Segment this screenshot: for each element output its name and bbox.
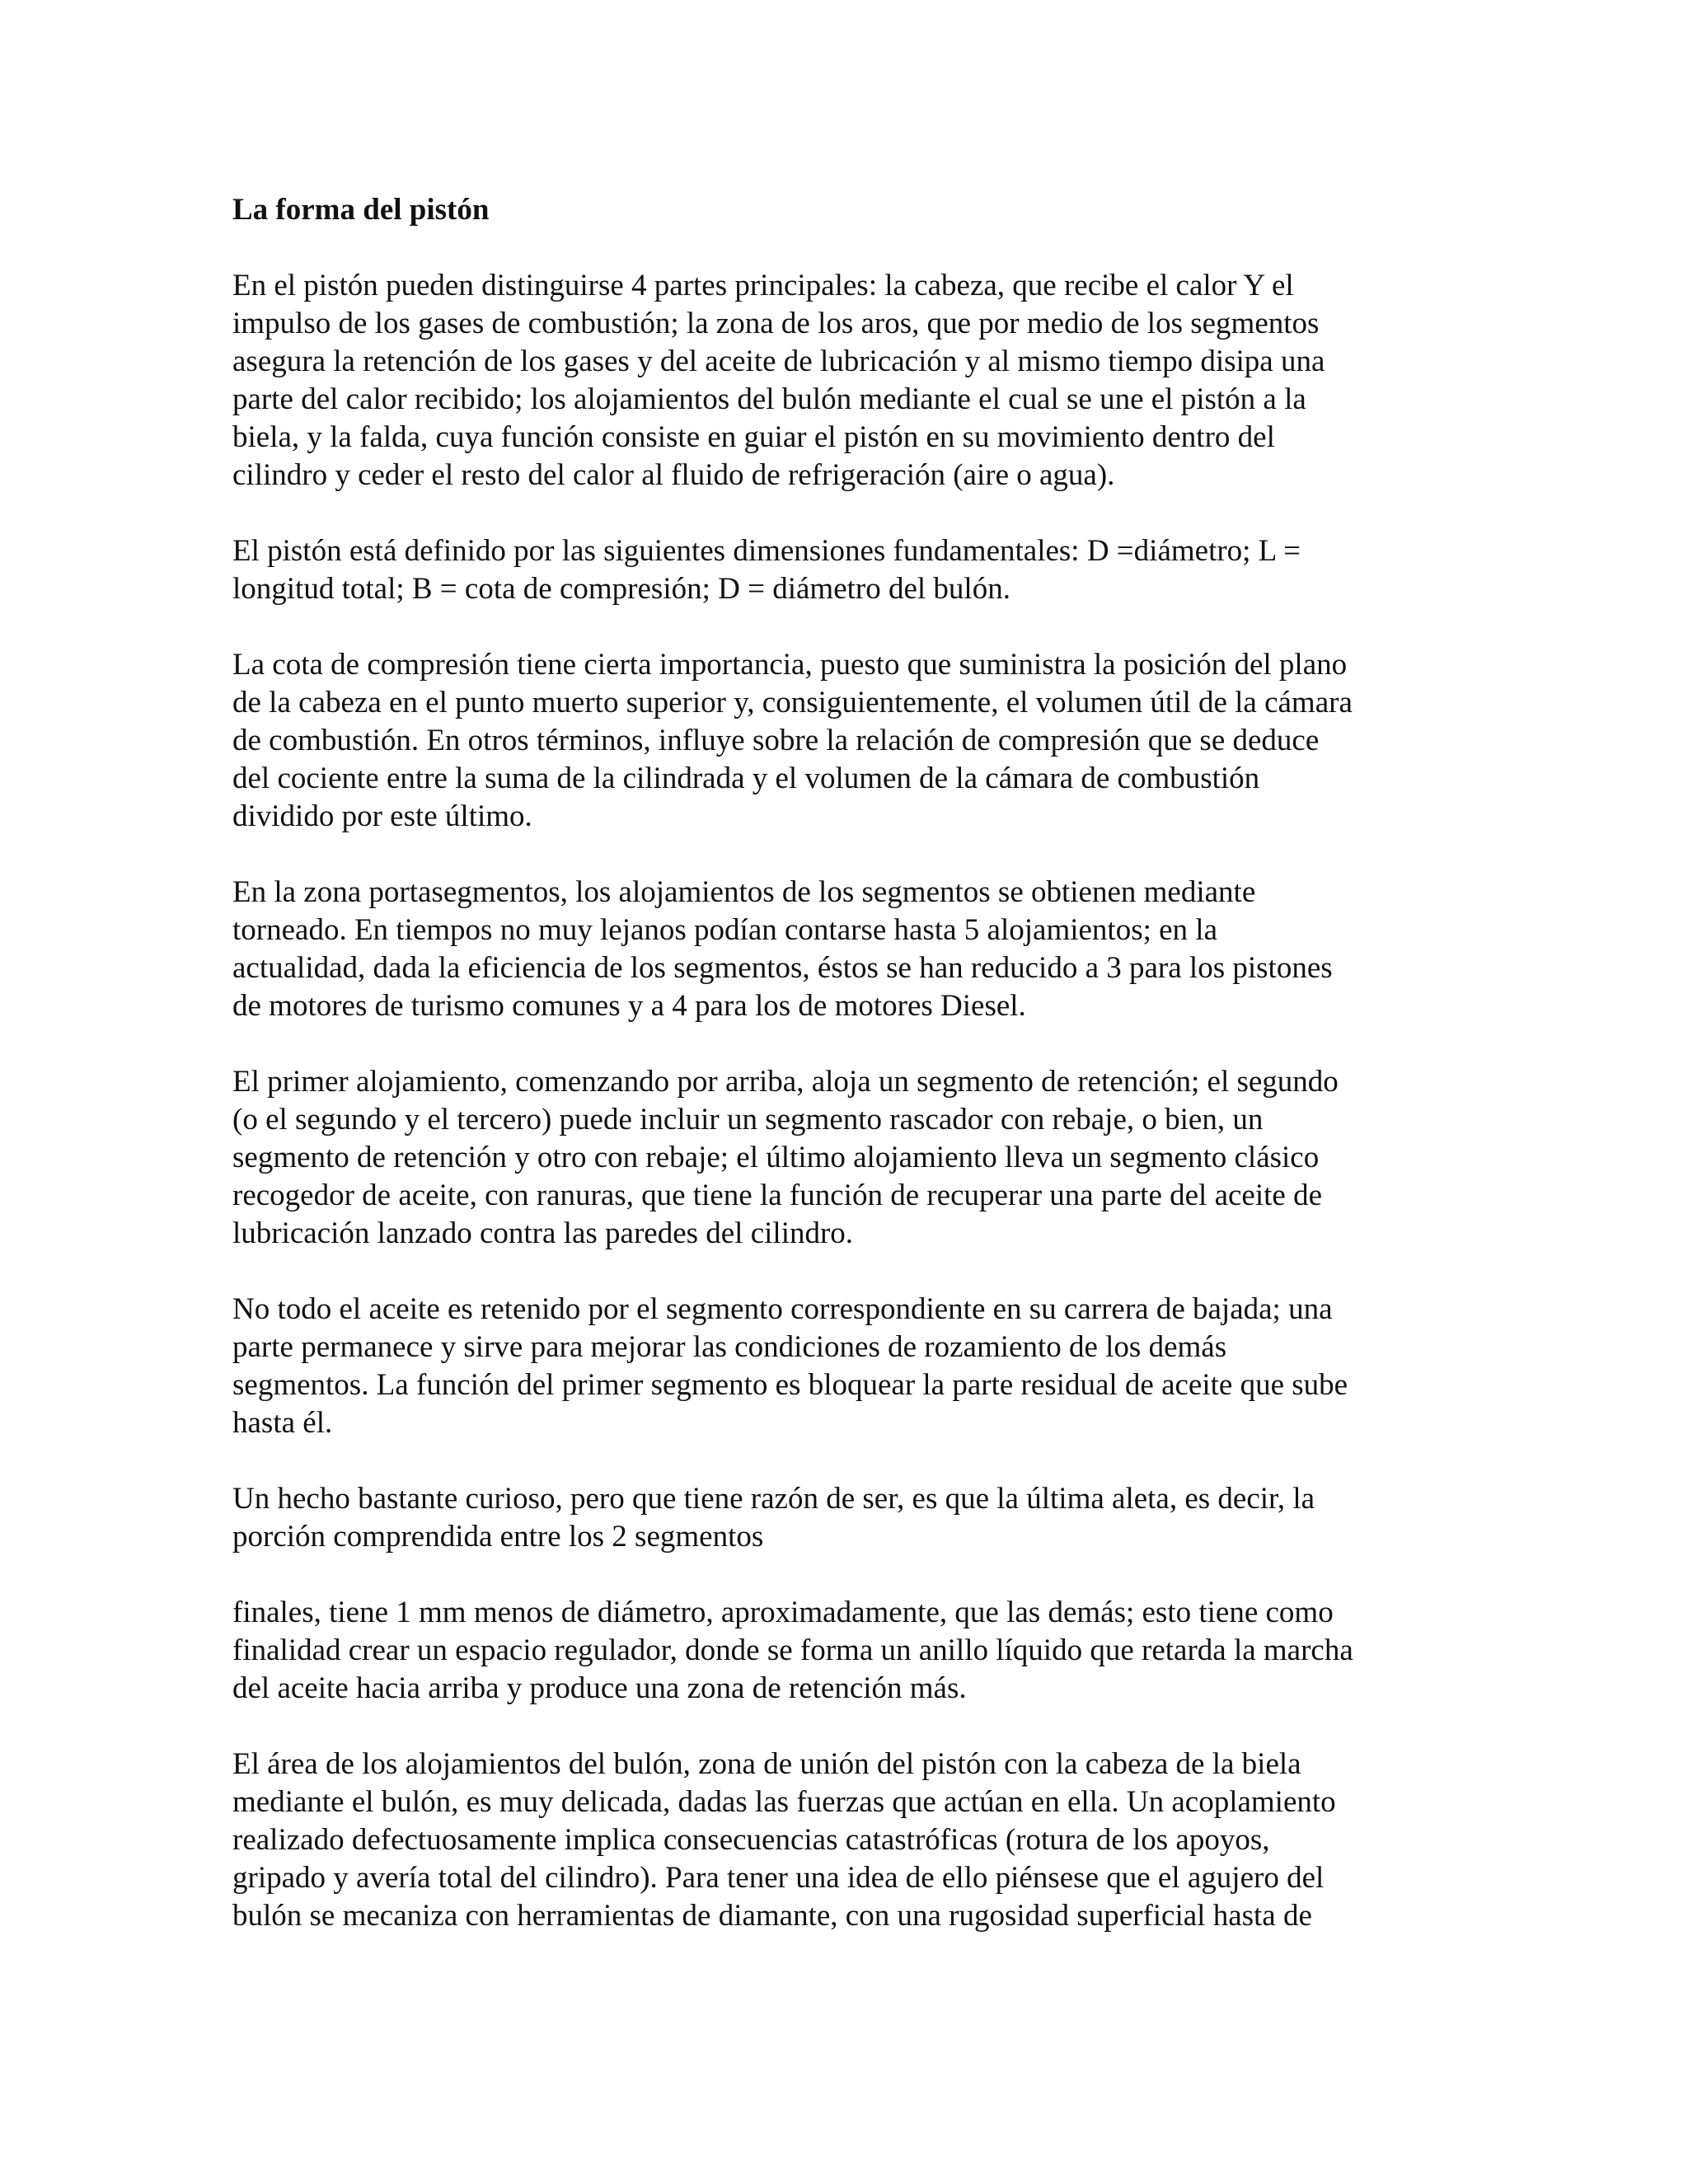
paragraph-compression-height <box>232 646 1469 836</box>
text-line: gripado y avería total del cilindro). Para tener una idea de ello piénsese que el agujero del <box>232 1861 1325 1895</box>
paragraph-dimensions <box>232 532 1469 608</box>
text-line: cilindro y ceder el resto del calor al fluido de refrigeración (aire o agua). <box>232 458 1115 492</box>
text-line: El pistón está definido por las siguientes dimensiones fundamentales: D =diámetro; L = <box>232 534 1301 568</box>
text-line: mediante el bulón, es muy delicada, dadas las fuerzas que actúan en ella. Un acoplamiento <box>232 1785 1336 1819</box>
paragraph-first-groove <box>232 1063 1469 1253</box>
text-line: parte permanece y sirve para mejorar las condiciones de rozamiento de los demás <box>232 1330 1227 1364</box>
text-line: La cota de compresión tiene cierta importancia, puesto que suministra la posición del plano <box>232 648 1348 682</box>
text-line: segmentos. La función del primer segmento es bloquear la parte residual de aceite que sube <box>232 1368 1348 1402</box>
paragraph-regulating-space <box>232 1594 1469 1708</box>
text-line: recogedor de aceite, con ranuras, que tiene la función de recuperar una parte del aceite de <box>232 1179 1323 1212</box>
text-line: porción comprendida entre los 2 segmentos <box>232 1520 764 1554</box>
document-title: La forma del pistón <box>232 193 490 227</box>
text-line: Un hecho bastante curioso, pero que tiene razón de ser, es que la última aleta, es decir, la <box>232 1482 1315 1516</box>
text-line: finales, tiene 1 mm menos de diámetro, aproximadamente, que las demás; esto tiene como <box>232 1596 1334 1629</box>
text-line: del aceite hacia arriba y produce una zona de retención más. <box>232 1671 967 1705</box>
text-line: de combustión. En otros términos, influye sobre la relación de compresión que se deduce <box>232 724 1320 757</box>
paragraph-pin-boss <box>232 1746 1469 1935</box>
text-line: El área de los alojamientos del bulón, zona de unión del pistón con la cabeza de la biela <box>232 1747 1301 1781</box>
paragraph-last-land <box>232 1480 1469 1556</box>
text-line: actualidad, dada la eficiencia de los segmentos, éstos se han reducido a 3 para los pistones <box>232 951 1333 985</box>
document-body <box>232 191 1469 1973</box>
text-line: del cociente entre la suma de la cilindrada y el volumen de la cámara de combustión <box>232 762 1260 795</box>
text-line: biela, y la falda, cuya función consiste en guiar el pistón en su movimiento dentro del <box>232 420 1275 454</box>
text-line: finalidad crear un espacio regulador, donde se forma un anillo líquido que retarda la marcha <box>232 1633 1353 1667</box>
paragraph-parts-of-piston <box>232 267 1469 494</box>
text-line: hasta él. <box>232 1406 333 1440</box>
text-line: No todo el aceite es retenido por el segmento correspondiente en su carrera de bajada; una <box>232 1292 1333 1326</box>
text-line: de motores de turismo comunes y a 4 para los de motores Diesel. <box>232 989 1026 1023</box>
text-line: En el pistón pueden distinguirse 4 partes principales: la cabeza, que recibe el calor Y el <box>232 269 1294 302</box>
text-line: lubricación lanzado contra las paredes del cilindro. <box>232 1216 854 1250</box>
text-line: de la cabeza en el punto muerto superior y, consiguientemente, el volumen útil de la cámara <box>232 686 1353 719</box>
text-line: realizado defectuosamente implica consecuencias catastróficas (rotura de los apoyos, <box>232 1823 1270 1857</box>
text-line: parte del calor recibido; los alojamientos del bulón mediante el cual se une el pistón a la <box>232 382 1306 416</box>
text-line: segmento de retención y otro con rebaje; el último alojamiento lleva un segmento clásico <box>232 1141 1320 1174</box>
text-line: (o el segundo y el tercero) puede incluir un segmento rascador con rebaje, o bien, un <box>232 1103 1264 1137</box>
text-line: impulso de los gases de combustión; la zona de los aros, que por medio de los segmentos <box>232 307 1320 340</box>
paragraph-ring-zone <box>232 874 1469 1025</box>
paragraph-oil-retention <box>232 1291 1469 1442</box>
text-line: bulón se mecaniza con herramientas de diamante, con una rugosidad superficial hasta de <box>232 1899 1312 1933</box>
text-line: El primer alojamiento, comenzando por arriba, aloja un segmento de retención; el segundo <box>232 1065 1339 1099</box>
text-line: longitud total; B = cota de compresión; D = diámetro del bulón. <box>232 572 1010 606</box>
text-line: dividido por este último. <box>232 799 532 833</box>
text-line: asegura la retención de los gases y del aceite de lubricación y al mismo tiempo disipa una <box>232 344 1325 378</box>
text-line: torneado. En tiempos no muy lejanos podían contarse hasta 5 alojamientos; en la <box>232 913 1218 947</box>
text-line: En la zona portasegmentos, los alojamientos de los segmentos se obtienen mediante <box>232 875 1256 909</box>
